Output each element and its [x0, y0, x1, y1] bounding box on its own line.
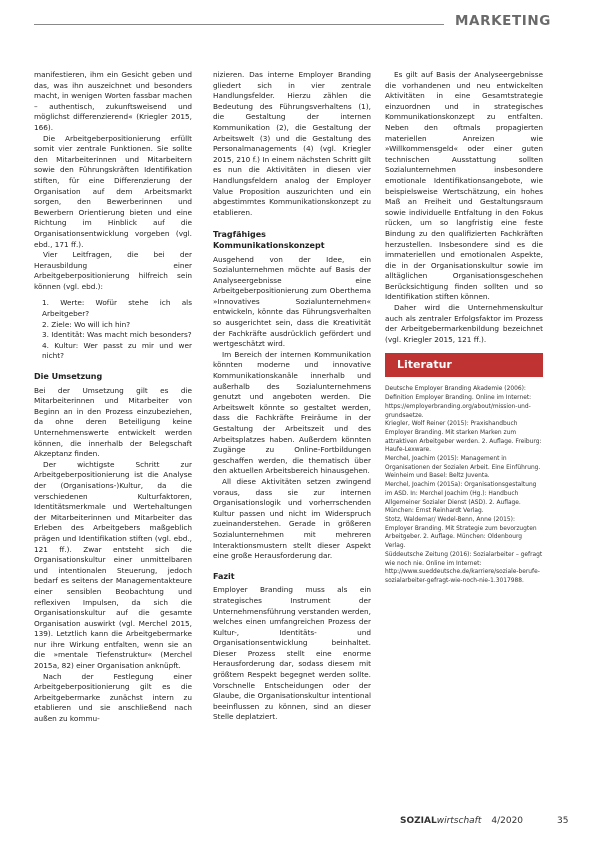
reference-list	[385, 385, 543, 585]
paragraph: Im Bereich der internen Kommunikation könnten moderne und innovative Kommunikationskanäle innerhalb und außerhalb des Sozialunternehmens genutzt und angeboten werden. Die Arbeitswelt könnte so gestaltet werden, dass die Fachkräfte Freiräume in der Gestaltung der Arbeitszeit und des Arbeitsplatzes haben. Außerdem könnten Zugänge zu Online-Fortbildungen geschaffen werden, die thematisch über den aktuellen Arbeitsbereich hinausgehen.	[213, 349, 371, 476]
paragraph: manifestieren, ihm ein Gesicht geben und das, was ihn auszeichnet und besonders macht, in wenigen Worten fassbar machen – authentisch, zukunftsweisend und möglichst differenzierend« (Kriegler 2015, 166).	[34, 70, 192, 132]
reference-item: Deutsche Employer Branding Akademie (2006): Definition Employer Branding. Online im Internet: https://employerbranding.org/about/mission-und-grundsaetze.	[385, 386, 532, 419]
reference-item: Kriegler, Wolf Reiner (2015): Praxishandbuch Employer Branding. Mit starken Marken zum attraktiven Arbeitgeber werden. 2. Auflage. Freiburg: Haufe-Lexware.	[385, 421, 542, 454]
paragraph: Vier Leitfragen, die bei der Herausbildung einer Arbeitgeberpositionierung hilfreich sein können (vgl. ebd.):	[34, 250, 192, 291]
paragraph: Die Arbeitgeberpositionierung erfüllt somit vier zentrale Funktionen. Sie sollte den Mitarbeiterinnen und Mitarbeitern sowie den Führungskräften Identifikation stiften, für eine Differenzierung der Organisation auf dem Arbeitsmarkt sorgen, den Bewerberinnen und Bewerbern Orientierung bieten und eine Richtung im Hinblick auf die Organisationsentwicklung vorgeben (vgl. ebd., 171 ff.).	[34, 133, 192, 249]
list-item: 2. Ziele: Wo will ich hin?	[42, 319, 131, 329]
heading-umsetzung: Die Umsetzung	[34, 372, 103, 382]
list-item: 4. Kultur: Wer passt zu mir und wer nicht?	[42, 340, 192, 361]
reference-item: Süddeutsche Zeitung (2016): Sozialarbeiter – gefragt wie noch nie. Online im Internet: http://www.sueddeutsche.de/karriere/soziale-berufe-sozialarbeiter-gefragt-wie-noch-nie-1.3017988.	[385, 551, 543, 584]
paragraph: Ausgehend von der Idee, ein Sozialunternehmen möchte auf Basis der Analyseergebnisse eine Arbeitgeberpositionierung zum Oberthema »Innovatives Sozialunternehmen« entwickeln, könnte das Führungsverhalten so ausgerichtet sein, dass die Kreativität der Fachkräfte ausdrücklich gefördert und wertgeschätzt wird.	[213, 254, 371, 349]
column-3	[385, 70, 543, 586]
paragraph: nizieren. Das interne Employer Branding gliedert sich in vier zentrale Handlungsfelder. Hierzu zählen die Bedeutung des Führungsverhaltens (1), die Gestaltung der internen Kommunikation (2), die Gestaltung der Arbeitswelt (3) und die Gestaltung des Personalmanagements (4) (vgl. Kriegler 2015, 210 f.) In einem nächsten Schritt gilt es nun die Aktivitäten in diesen vier Handlungsfeldern analog der Employer Value Proposition auszurichten und ein abgestimmtes Kommunikationskonzept zu etablieren.	[213, 70, 371, 217]
heading-fazit: Fazit	[213, 571, 235, 581]
heading-tragfaehig	[213, 230, 371, 251]
page-number: 35	[557, 816, 569, 826]
reference-item: Stotz, Waldemar/ Wedel-Benn, Anne (2015): Employer Branding. Mit Strategie zum bevorzugten Arbeitgeber. 2. Auflage. München: Oldenbourg Verlag.	[385, 516, 537, 550]
literature-heading: Literatur	[385, 353, 543, 377]
paragraph: All diese Aktivitäten setzen zwingend voraus, dass sie zur internen Organisationslogik und vorherrschenden Kultur passen und nicht im Widerspruch zueinanderstehen. Gerade in größeren Sozialunternehmen mit mehreren Interaktionsmustern stellt dieser Aspekt eine große Herausforderung dar.	[213, 476, 371, 561]
guiding-questions-list	[34, 298, 192, 362]
reference-item: Merchel, Joachim (2015): Management in Organisationen der Sozialen Arbeit. Eine Einführung. Weinheim und Basel: Beltz Juventa.	[385, 456, 541, 480]
paragraph: Bei der Umsetzung gilt es die Mitarbeiterinnen und Mitarbeiter von Beginn an in den Prozess einzubeziehen, da ohne deren Beteiligung keine Unternehmenswerte entwickelt werden können, die innerhalb der Belegschaft Akzeptanz finden.	[34, 385, 192, 459]
column-1	[34, 70, 192, 725]
issue-number: 4/2020	[491, 816, 524, 826]
footer	[400, 816, 523, 826]
list-item: 3. Identität: Was macht mich besonders?	[42, 330, 192, 340]
magazine-name-part2: wirtschaft	[436, 816, 482, 826]
paragraph: Es gilt auf Basis der Analyseergebnisse die vorhandenen und neu entwickelten Aktivitäten in eine Gesamtstrategie einzuordnen und in strategisches Kommunikationskonzept zu entfalten. Neben den oftmals propagierten materiellen Anreizen wie »Willkommensgeld« oder einer guten technischen Ausstattung sollten Sozialunternehmen insbesondere emotionale Identifikationsangebote, wie beispielsweise Wertschätzung, ein hohes Maß an Freiheit und Gestaltungsraum sowie individuelle Entfaltung in den Fokus rücken, um so langfristig eine feste Bindung zu den qualifizierten Fachkräften herzustellen. Insbesondere sind es die immateriellen und emotionalen Aspekte, die in der Organisationskultur sowie im alltäglichen Organisationsgeschehen Berücksichtigung finden sollten und so Identifikation stiften können.	[385, 70, 543, 302]
column-2	[213, 70, 371, 723]
paragraph: Employer Branding muss als ein strategisches Instrument der Unternehmensführung verstanden werden, welches einen umfangreichen Prozess der Kultur-, Identitäts- und Organisationsentwicklung beinhaltet. Dieser Prozess stellt eine enorme Herausforderung dar, sodass diesem mit größtem Respekt begegnet werden sollte. Vorschnelle Entscheidungen oder der Glaube, die Organisationskultur intentional beeinflussen zu können, sind an dieser Stelle deplatziert.	[213, 585, 371, 722]
reference-item: Merchel, Joachim (2015a): Organisationsgestaltung im ASD. In: Merchel Joachim (Hg.): Handbuch Allgemeiner Sozialer Dienst (ASD). 2. Auflage. München: Ernst Reinhardt Verlag.	[385, 482, 537, 515]
list-item: 1. Werte: Wofür stehe ich als Arbeitgeber?	[42, 298, 192, 319]
header-rule	[34, 24, 444, 25]
section-title: MARKETING	[455, 13, 551, 29]
paragraph: Der wichtigste Schritt zur Arbeitgeberpositionierung ist die Analyse der (Organisations-)Kultur, da die verschiedenen Kulturfaktoren, Identitätsmerkmale und Wertehaltungen der Mitarbeiterinnen und Mitarbeiter das Erleben des Arbeitgebers maßgeblich prägen und Identifikation stiften (vgl. ebd., 121 ff.). Zwar entsteht sich die Organisationskultur einer unmittelbaren und intentionalen Steuerung, jedoch bedarf es seitens der Managementakteure einer sensiblen Beobachtung und reflexiven Impulsen, da sich die Organisationskultur auf die gesamte Organisation auswirkt (vgl. Merchel 2015, 139). Letztlich kann die Arbeitgebermarke nur ihre Wirkung entfalten, wenn sie an die »mentale Tiefenstruktur« (Merchel 2015a, 82) einer Organisation anknüpft.	[34, 459, 192, 671]
paragraph: Nach der Festlegung einer Arbeitgeberpositionierung gilt es die Arbeitgebermarke zunächst intern zu etablieren und sie anschließend nach außen zu kommu-	[34, 671, 192, 724]
heading-line: Kommunikationskonzept	[213, 240, 325, 250]
paragraph: Daher wird die Unternehmenskultur auch als zentraler Erfolgsfaktor im Prozess der Arbeitgebermarkenbildung bezeichnet (vgl. Kriegler 2015, 121 ff.).	[385, 303, 543, 344]
heading-line: Tragfähiges	[213, 230, 266, 240]
magazine-name-part1: SOZIAL	[400, 816, 437, 826]
